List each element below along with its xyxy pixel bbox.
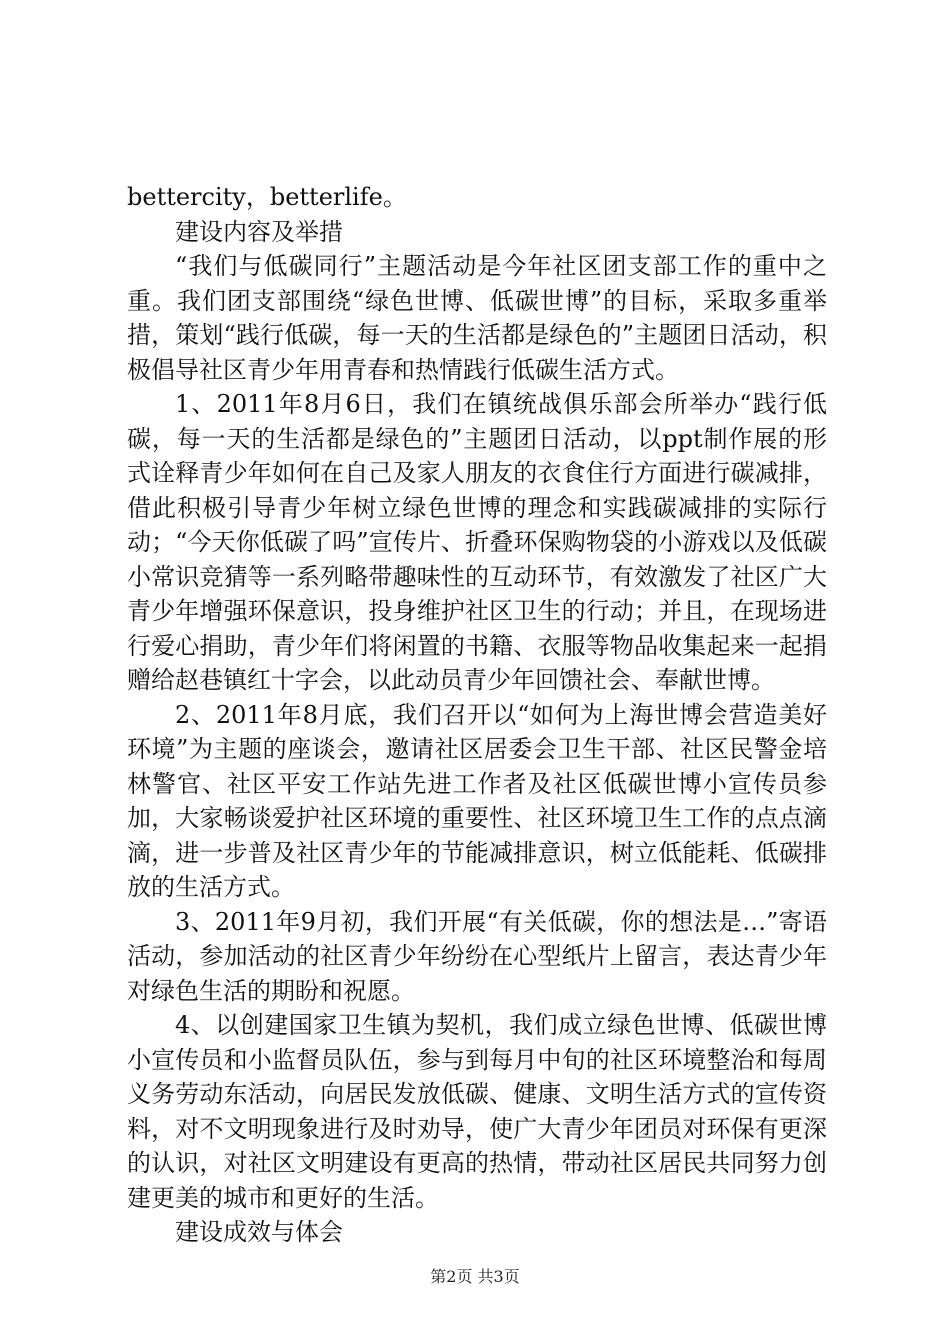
heading-results-and-experience: 建设成效与体会 <box>175 1218 343 1246</box>
paragraph-theme-activity: “我们与低碳同行”主题活动是今年社区团支部工作的重中之重。我们团支部围绕“绿色世博、低碳世博”的目标，采取多重举措，策划“践行低碳，每一天的生活都是绿色的”主题团日活动，积极倡导社区青少年用青春和热情践行低碳生活方式。 <box>127 252 827 384</box>
paragraph-item-4: 4、以创建国家卫生镇为契机，我们成立绿色世博、低碳世博小宣传员和小监督员队伍，参与到每月中旬的社区环境整治和每周义务劳动东活动，向居民发放低碳、健康、文明生活方式的宣传资料，对不文明现象进行及时劝导，使广大青少年团员对环保有更深的认识，对社区文明建设有更高的热情，带动社区居民共同努力创建更美的城市和更好的生活。 <box>127 1011 827 1212</box>
document-body <box>127 180 827 1250</box>
paragraph-item-2: 2、2011年8月底，我们召开以“如何为上海世博会营造美好环境”为主题的座谈会，邀请社区居委会卫生干部、社区民警金培林警官、社区平安工作站先进工作者及社区低碳世博小宣传员参加，大家畅谈爱护社区环境的重要性、社区环境卫生工作的点点滴滴，进一步普及社区青少年的节能减排意识，树立低能耗、低碳排放的生活方式。 <box>127 700 827 901</box>
paragraph-item-1: 1、2011年8月6日，我们在镇统战俱乐部会所举办“践行低碳，每一天的生活都是绿色的”主题团日活动，以ppt制作展的形式诠释青少年如何在自己及家人朋友的衣食住行方面进行碳减排，借此积极引导青少年树立绿色世博的理念和实践碳减排的实际行动；“今天你低碳了吗”宣传片、折叠环保购物袋的小游戏以及低碳小常识竞猜等一系列略带趣味性的互动环节，有效激发了社区广大青少年增强环保意识，投身维护社区卫生的行动；并且，在现场进行爱心捐助，青少年们将闲置的书籍、衣服等物品收集起来一起捐赠给赵巷镇红十字会，以此动员青少年回馈社会、奉献世博。 <box>127 390 827 694</box>
paragraph-item-3: 3、2011年9月初，我们开展“有关低碳，你的想法是…”寄语活动，参加活动的社区青少年纷纷在心型纸片上留言，表达青少年对绿色生活的期盼和祝愿。 <box>127 907 827 1005</box>
page-footer: 第2页 共3页 <box>430 1267 520 1286</box>
heading-content-and-measures: 建设内容及举措 <box>175 217 343 246</box>
paragraph-closing-slogan: bettercity，betterlife。 <box>127 183 407 211</box>
